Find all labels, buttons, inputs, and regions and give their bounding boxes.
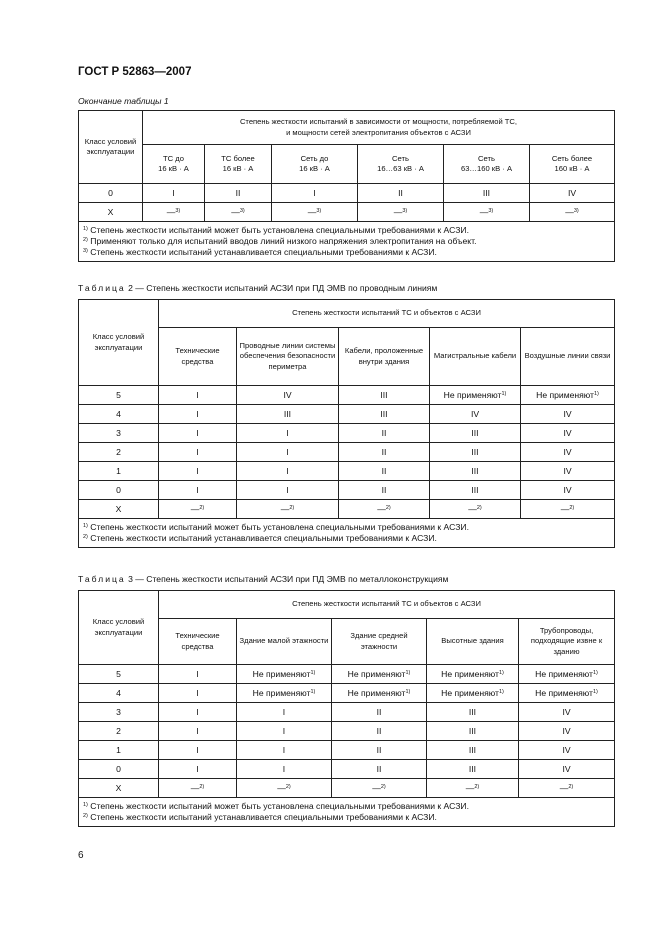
- class-cell: 1: [79, 741, 159, 760]
- table-row: [79, 500, 615, 519]
- table-row: [79, 779, 615, 798]
- table1-caption: Окончание таблицы 1: [78, 96, 169, 106]
- table-cell: I: [159, 665, 237, 684]
- table1-group-header: Степень жесткости испытаний в зависимости от мощности, потребляемой ТС, и мощности сетей электропитания объектов с АСЗИ: [143, 111, 615, 145]
- table-cell: Не применяют$^{1)}$: [237, 665, 332, 684]
- table-cell: IV: [519, 703, 615, 722]
- table3-caption: Таблица 3 — Степень жесткости испытаний АСЗИ при ПД ЭМВ по металлоконструкциям: [78, 574, 449, 584]
- class-cell: 1: [79, 462, 159, 481]
- table-cell: IV: [519, 760, 615, 779]
- table-cell: IV: [521, 462, 615, 481]
- class-cell: 2: [79, 722, 159, 741]
- table-cell: III: [427, 741, 519, 760]
- class-cell: 4: [79, 405, 159, 424]
- table3: [78, 590, 615, 827]
- table-cell: Не применяют$^{1)}$: [521, 386, 615, 405]
- table-cell: I: [159, 703, 237, 722]
- table-cell: I: [237, 741, 332, 760]
- table-cell: IV: [521, 443, 615, 462]
- table-cell: III: [430, 481, 521, 500]
- table-cell: —$^{2)}$: [159, 779, 237, 798]
- table-cell: II: [339, 424, 430, 443]
- table3-col-header: Трубопроводы, подходящие извне к зданию: [519, 619, 615, 665]
- table3-body: [79, 665, 615, 798]
- table-cell: III: [427, 722, 519, 741]
- table-cell: IV: [521, 405, 615, 424]
- table-cell: I: [159, 481, 237, 500]
- class-cell: 4: [79, 684, 159, 703]
- table-cell: IV: [237, 386, 339, 405]
- table-cell: I: [159, 741, 237, 760]
- table1-class-header: Класс условий эксплуатации: [79, 111, 143, 184]
- table-cell: II: [332, 741, 427, 760]
- table-cell: IV: [519, 722, 615, 741]
- class-cell: 0: [79, 481, 159, 500]
- class-cell: 3: [79, 703, 159, 722]
- table-cell: —$^{2)}$: [427, 779, 519, 798]
- table-cell: Не применяют$^{1)}$: [237, 684, 332, 703]
- table-cell: IV: [430, 405, 521, 424]
- table-cell: I: [159, 684, 237, 703]
- table1-col-header: Сеть до 16 кВ · А: [272, 145, 358, 184]
- table-cell: I: [237, 703, 332, 722]
- table2-col-header: Кабели, проложенные внутри здания: [339, 328, 430, 386]
- class-cell: 5: [79, 386, 159, 405]
- table-cell: I: [237, 424, 339, 443]
- class-cell: 0: [79, 760, 159, 779]
- table-cell: III: [430, 443, 521, 462]
- footnote: $^{3)}$ Степень жесткости испытаний устанавливается специальными требованиями к АСЗИ.: [83, 247, 437, 257]
- table1-col-header: Сеть 16…63 кВ · А: [358, 145, 444, 184]
- table-row: [79, 684, 615, 703]
- table2-col-header: Воздушные линии связи: [521, 328, 615, 386]
- table-cell: III: [339, 405, 430, 424]
- table-cell: Не применяют$^{1)}$: [332, 665, 427, 684]
- table-cell: Не применяют$^{1)}$: [332, 684, 427, 703]
- table-cell: II: [339, 481, 430, 500]
- table2-footnotes: [79, 519, 615, 548]
- table2-caption: Таблица 2 — Степень жесткости испытаний АСЗИ при ПД ЭМВ по проводным линиям: [78, 283, 438, 293]
- table-row: [79, 462, 615, 481]
- table-cell: I: [237, 443, 339, 462]
- table1-col-header: Сеть 63…160 кВ · А: [444, 145, 530, 184]
- table2-col-header: Технические средства: [159, 328, 237, 386]
- table3-class-header: Класс условий эксплуатации: [79, 591, 159, 665]
- footnote: $^{1)}$ Степень жесткости испытаний может быть установлена специальными требованиями к АСЗИ.: [83, 801, 469, 811]
- table-cell: III: [427, 703, 519, 722]
- footnote: $^{1)}$ Степень жесткости испытаний может быть установлена специальными требованиями к АСЗИ.: [83, 225, 469, 235]
- table2-body: [79, 386, 615, 519]
- table3-col-header: Высотные здания: [427, 619, 519, 665]
- table-cell: I: [159, 722, 237, 741]
- footnote: $^{2)}$ Степень жесткости испытаний устанавливается специальными требованиями к АСЗИ.: [83, 812, 437, 822]
- table-cell: I: [159, 386, 237, 405]
- table-row: [79, 741, 615, 760]
- table-row: [79, 424, 615, 443]
- footnote: $^{1)}$ Степень жесткости испытаний может быть установлена специальными требованиями к АСЗИ.: [83, 522, 469, 532]
- table2-class-header: Класс условий эксплуатации: [79, 300, 159, 386]
- table-cell: I: [159, 405, 237, 424]
- table-cell: I: [237, 760, 332, 779]
- table-cell: Не применяют$^{1)}$: [427, 665, 519, 684]
- table1-footnotes: [79, 222, 615, 262]
- table-cell: Не применяют$^{1)}$: [430, 386, 521, 405]
- table-cell: Не применяют$^{1)}$: [519, 684, 615, 703]
- table-row: X —$^{3)}$ —$^{3)}$ —$^{3)}$ —$^{3)}$ —$^{3)}$ —$^{3)}$: [79, 203, 615, 222]
- document-header: ГОСТ Р 52863—2007: [78, 66, 192, 78]
- table-cell: —$^{2)}$: [430, 500, 521, 519]
- table1-col-header: ТС до 16 кВ · А: [143, 145, 205, 184]
- table-row: 0 I II I II III IV: [79, 184, 615, 203]
- table-cell: —$^{2)}$: [237, 500, 339, 519]
- table-cell: Не применяют$^{1)}$: [519, 665, 615, 684]
- table-cell: I: [159, 462, 237, 481]
- table-cell: —$^{2)}$: [159, 500, 237, 519]
- table-cell: IV: [521, 481, 615, 500]
- table1: [78, 110, 615, 262]
- table3-col-header: Технические средства: [159, 619, 237, 665]
- table-cell: —$^{2)}$: [521, 500, 615, 519]
- table-cell: —$^{2)}$: [339, 500, 430, 519]
- table-cell: I: [237, 481, 339, 500]
- table-cell: II: [339, 443, 430, 462]
- table2: [78, 299, 615, 548]
- table-cell: III: [430, 424, 521, 443]
- class-cell: 2: [79, 443, 159, 462]
- table-cell: —$^{2)}$: [237, 779, 332, 798]
- table-row: [79, 665, 615, 684]
- table-row: [79, 405, 615, 424]
- table2-col-header: Магистральные кабели: [430, 328, 521, 386]
- table-row: [79, 481, 615, 500]
- table-cell: I: [159, 424, 237, 443]
- table2-col-header: Проводные линии системы обеспечения безопасности периметра: [237, 328, 339, 386]
- class-cell: 3: [79, 424, 159, 443]
- table-cell: I: [237, 722, 332, 741]
- table3-footnotes: [79, 798, 615, 827]
- table-cell: III: [427, 760, 519, 779]
- table-cell: II: [332, 760, 427, 779]
- table3-col-header: Здание средней этажности: [332, 619, 427, 665]
- table-cell: II: [339, 462, 430, 481]
- table3-col-header: Здание малой этажности: [237, 619, 332, 665]
- table-cell: I: [159, 760, 237, 779]
- table-cell: Не применяют$^{1)}$: [427, 684, 519, 703]
- table-cell: II: [332, 722, 427, 741]
- table3-group-header: Степень жесткости испытаний ТС и объектов с АСЗИ: [159, 591, 615, 619]
- table-row: [79, 386, 615, 405]
- table-cell: III: [430, 462, 521, 481]
- table-cell: I: [237, 462, 339, 481]
- table1-col-header: Сеть более 160 кВ · А: [530, 145, 615, 184]
- footnote: $^{2)}$ Степень жесткости испытаний устанавливается специальными требованиями к АСЗИ.: [83, 533, 437, 543]
- table-row: [79, 760, 615, 779]
- table-row: [79, 703, 615, 722]
- page-number: 6: [78, 850, 84, 861]
- class-cell: X: [79, 779, 159, 798]
- table-row: [79, 443, 615, 462]
- table-cell: —$^{2)}$: [332, 779, 427, 798]
- class-cell: 5: [79, 665, 159, 684]
- class-cell: X: [79, 500, 159, 519]
- table-cell: II: [332, 703, 427, 722]
- table-cell: III: [237, 405, 339, 424]
- table-cell: I: [159, 443, 237, 462]
- table-cell: IV: [519, 741, 615, 760]
- table-cell: —$^{2)}$: [519, 779, 615, 798]
- footnote: $^{2)}$ Применяют только для испытаний вводов линий низкого напряжения электропитания на объект.: [83, 236, 477, 246]
- table-cell: IV: [521, 424, 615, 443]
- table1-col-header: ТС более 16 кВ · А: [205, 145, 272, 184]
- table-row: [79, 722, 615, 741]
- table-cell: III: [339, 386, 430, 405]
- table2-group-header: Степень жесткости испытаний ТС и объектов с АСЗИ: [159, 300, 615, 328]
